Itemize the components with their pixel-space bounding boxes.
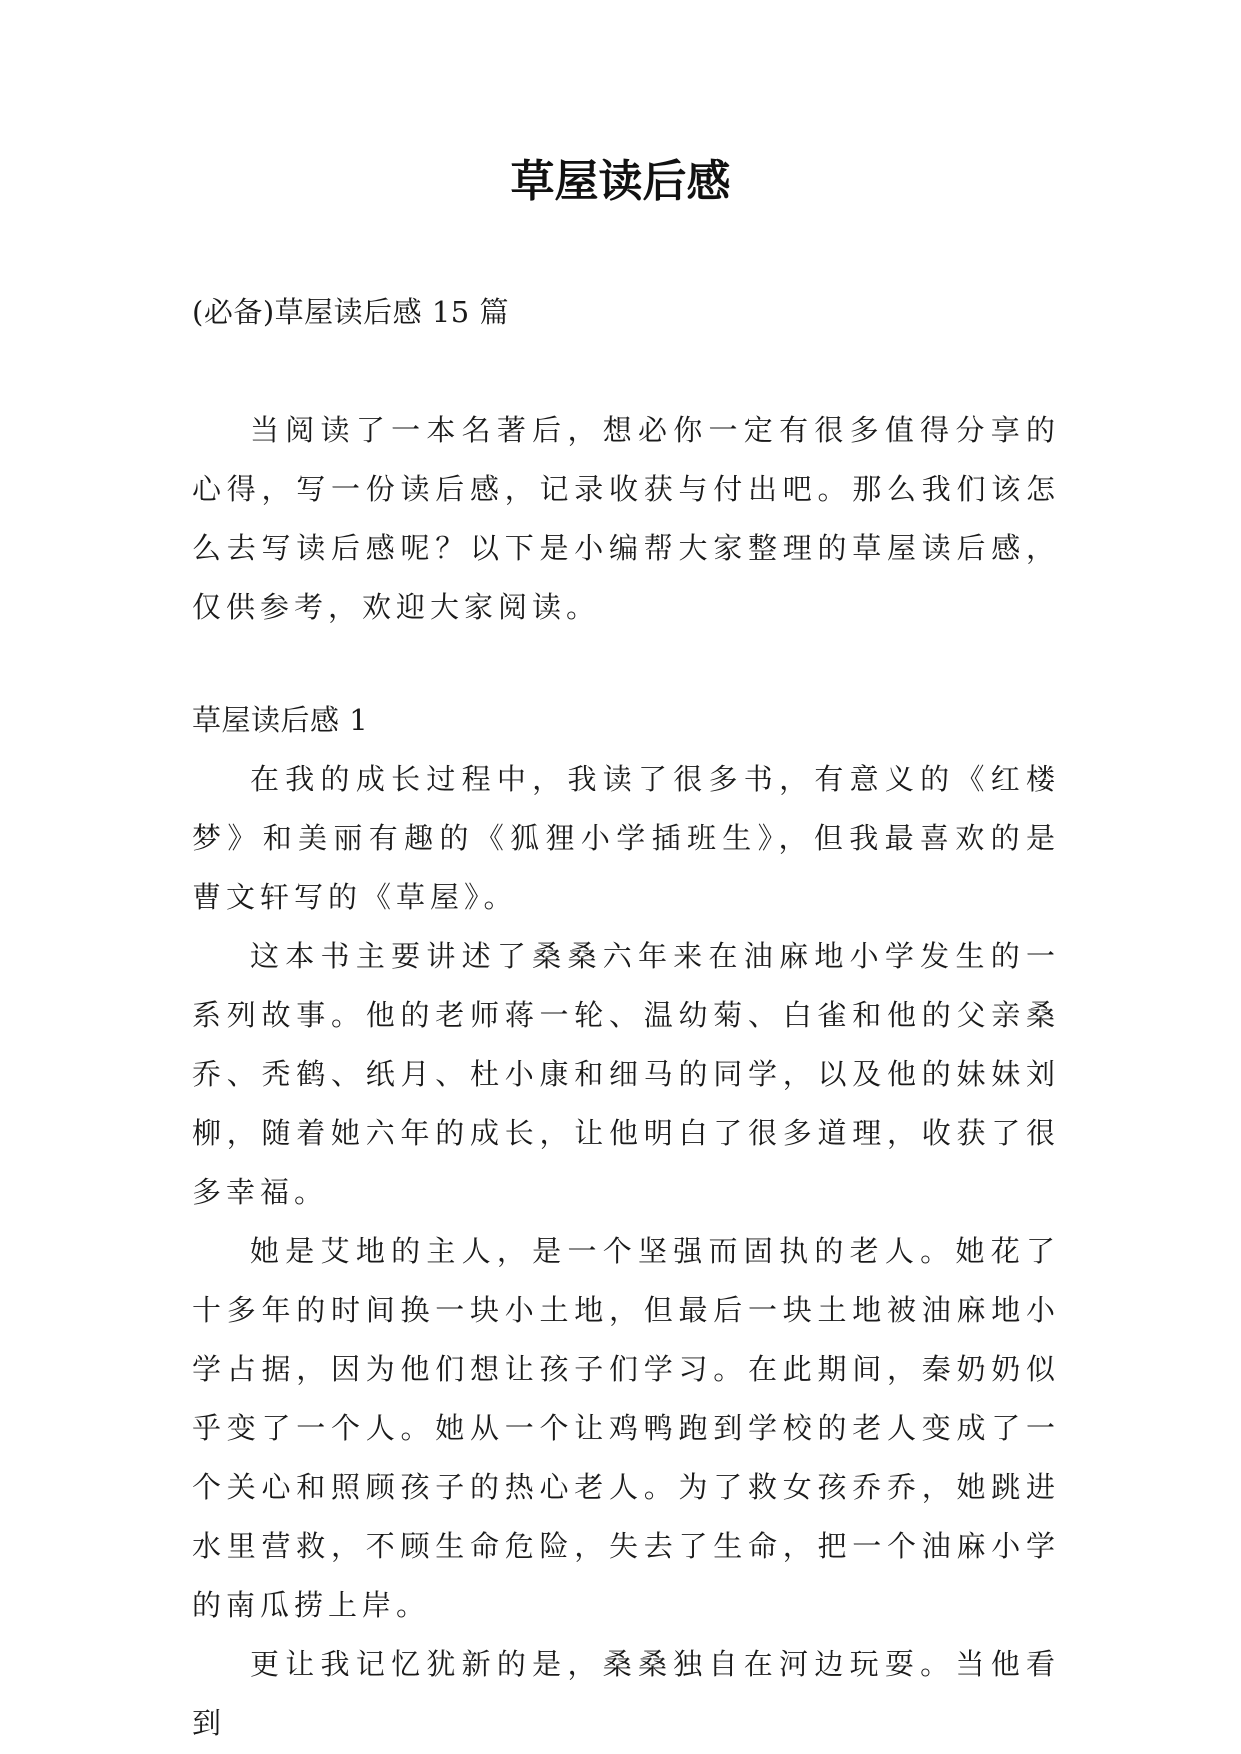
section-heading: 草屋读后感 1 xyxy=(192,703,369,737)
document-subtitle: (必备)草屋读后感 15 篇 xyxy=(192,295,509,329)
paragraph-1: 在我的成长过程中，我读了很多书，有意义的《红楼梦》和美丽有趣的《狐狸小学插班生》，但我最喜欢的是曹文轩写的《草屋》。 xyxy=(192,762,1060,914)
paragraph-3: 她是艾地的主人，是一个坚强而固执的老人。她花了十多年的时间换一块小土地，但最后一块土地被油麻地小学占据，因为他们想让孩子们学习。在此期间，秦奶奶似乎变了一个人。她从一个让鸡鸭跑到学校的老人变成了一个关心和照顾孩子的热心老人。为了救女孩乔乔，她跳进水里营救，不顾生命危险，失去了生命，把一个油麻小学的南瓜捞上岸。 xyxy=(192,1234,1060,1622)
section-1 xyxy=(192,691,1060,1753)
paragraph-4: 更让我记忆犹新的是，桑桑独自在河边玩耍。当他看到 xyxy=(192,1647,1060,1740)
document-title: 草屋读后感 xyxy=(510,156,731,207)
paragraph-2: 这本书主要讲述了桑桑六年来在油麻地小学发生的一系列故事。他的老师蒋一轮、温幼菊、白雀和他的父亲桑乔、秃鹤、纸月、杜小康和细马的同学，以及他的妹妹刘柳，随着她六年的成长，让他明白了很多道理，收获了很多幸福。 xyxy=(192,939,1060,1209)
intro-paragraph: 当阅读了一本名著后，想必你一定有很多值得分享的心得，写一份读后感，记录收获与付出吧。那么我们该怎么去写读后感呢？以下是小编帮大家整理的草屋读后感，仅供参考，欢迎大家阅读。 xyxy=(192,413,1060,624)
